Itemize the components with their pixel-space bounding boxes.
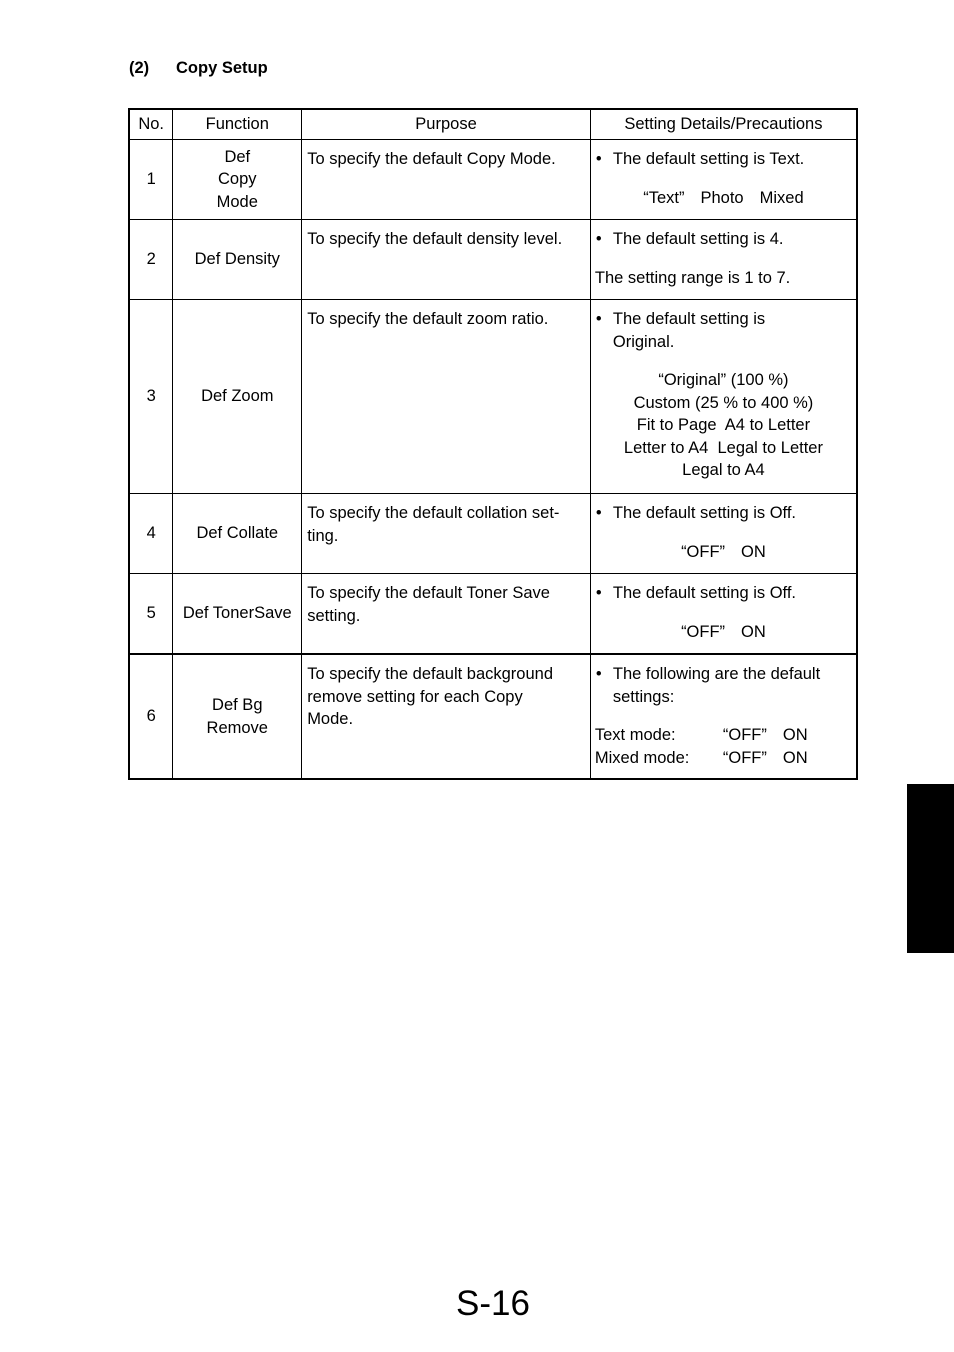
row-settings — [590, 220, 857, 300]
row-number: 4 — [129, 494, 173, 574]
row-purpose: To specify the default Toner Save setting. — [302, 574, 591, 655]
section-title: Copy Setup — [176, 59, 268, 77]
table-row — [129, 494, 857, 574]
row-settings — [590, 494, 857, 574]
table-row — [129, 654, 857, 779]
row-function: Def Bg Remove — [173, 654, 302, 779]
text-mode-setting: Text mode: “OFF” ON — [594, 726, 808, 744]
settings-bullet: • The following are the default settings: — [595, 663, 852, 708]
settings-bullet: • The default setting is Original. — [595, 308, 852, 353]
table-row — [129, 220, 857, 300]
row-purpose: To specify the default zoom ratio. — [302, 300, 591, 494]
copy-setup-table — [128, 108, 858, 780]
row-settings — [590, 140, 857, 220]
row-number: 3 — [129, 300, 173, 494]
row-purpose: To specify the default density level. — [302, 220, 591, 300]
header-purpose: Purpose — [302, 109, 591, 140]
row-purpose: To specify the default background remove setting for each Copy Mode. — [302, 654, 591, 779]
section-tab-marker — [907, 784, 954, 953]
settings-options: “Original” (100 %) Custom (25 % to 400 %) Fit to Page A4 to Letter Letter to A4 Legal to Letter Legal to A4 — [623, 371, 823, 479]
header-no: No. — [129, 109, 173, 140]
table-row — [129, 300, 857, 494]
table-row — [129, 140, 857, 220]
row-function: Def Collate — [173, 494, 302, 574]
row-number: 6 — [129, 654, 173, 779]
section-number: (2) — [129, 59, 150, 77]
settings-options: “OFF” ON — [681, 622, 766, 641]
row-number: 1 — [129, 140, 173, 220]
header-function: Function — [173, 109, 302, 140]
section-heading — [129, 59, 268, 78]
row-number: 2 — [129, 220, 173, 300]
settings-bullet: • The default setting is Off. — [595, 502, 852, 525]
row-function: Def Copy Mode — [173, 140, 302, 220]
row-function: Def Zoom — [173, 300, 302, 494]
settings-bullet: • The default setting is Text. — [595, 148, 852, 171]
row-settings — [590, 300, 857, 494]
table-row — [129, 574, 857, 655]
row-settings — [590, 654, 857, 779]
page-number: S-16 — [456, 1284, 530, 1323]
row-function: Def TonerSave — [173, 574, 302, 655]
settings-note: The setting range is 1 to 7. — [594, 268, 791, 287]
row-purpose: To specify the default collation set- ting. — [302, 494, 591, 574]
header-settings: Setting Details/Precautions — [590, 109, 857, 140]
settings-options: “OFF” ON — [681, 542, 766, 561]
settings-bullet: • The default setting is 4. — [595, 228, 852, 251]
row-settings — [590, 574, 857, 655]
settings-options: “Text” Photo Mixed — [643, 188, 804, 207]
row-purpose: To specify the default Copy Mode. — [302, 140, 591, 220]
mixed-mode-setting: Mixed mode: “OFF” ON — [594, 748, 808, 767]
row-number: 5 — [129, 574, 173, 655]
table-header-row — [129, 109, 857, 140]
settings-bullet: • The default setting is Off. — [595, 582, 852, 605]
row-function: Def Density — [173, 220, 302, 300]
